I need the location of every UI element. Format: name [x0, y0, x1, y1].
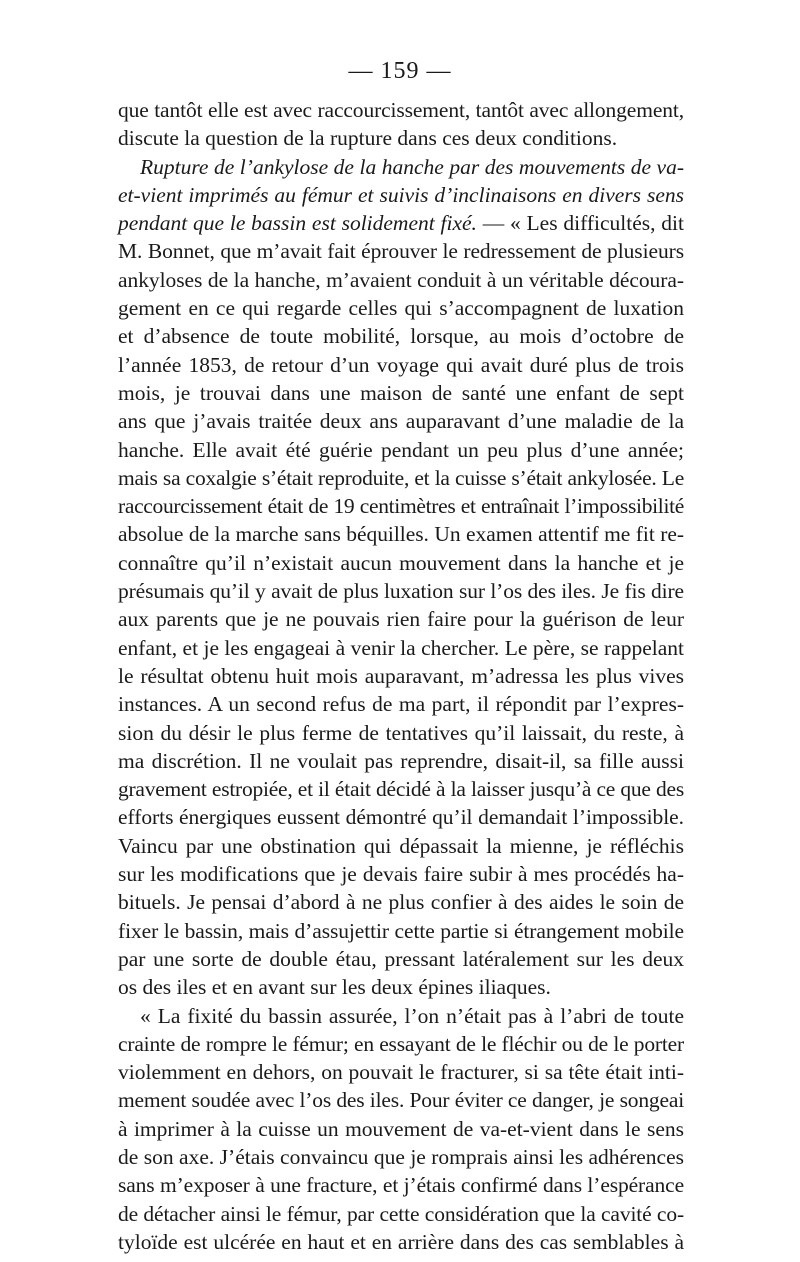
paragraph-0 [118, 96, 684, 153]
text-line: aux parents que je ne pouvais rien faire pour la guérison de leur [118, 607, 684, 632]
text-line: gravement estropiée, et il était décidé à la laisser jusqu’à ce que des [118, 777, 684, 802]
text-line: mais sa coxalgie s’était reproduite, et la cuisse s’était ankylosée. Le [118, 465, 684, 490]
paragraph-2 [118, 1002, 684, 1257]
section-heading-line: et-vient imprimés au fémur et suivis d’inclinaisons en divers sens [118, 182, 684, 207]
text-line: violemment en dehors, on pouvait le fracturer, si sa tête était inti- [118, 1060, 684, 1085]
page-number: — 159 — [348, 58, 452, 84]
body-text [118, 96, 684, 1256]
text-line: mois, je trouvai dans une maison de santé une enfant de sept [118, 380, 684, 405]
paragraph-1 [118, 153, 684, 1002]
text-line: tyloïde est ulcérée en haut et en arrière dans des cas semblables à [118, 1229, 684, 1254]
text-line: mement soudée avec l’os des iles. Pour éviter ce danger, je songeai [118, 1088, 684, 1113]
text-line: hanche. Elle avait été guérie pendant un peu plus d’une année; [118, 437, 684, 462]
text-line: par une sorte de double étau, pressant latéralement sur les deux [118, 946, 684, 971]
text-line: « La fixité du bassin assurée, l’on n’était pas à l’abri de toute [140, 1003, 684, 1028]
text-line: sans m’exposer à une fracture, et j’étais confirmé dans l’espérance [118, 1173, 684, 1198]
text-line: bituels. Je pensai d’abord à ne plus confier à des aides le soin de [118, 890, 684, 915]
text-line: gement en ce qui regarde celles qui s’accompagnent de luxation [118, 296, 684, 321]
quote-start: — « Les difficultés, dit [482, 211, 684, 236]
text-line: de son axe. J’étais convaincu que je romprais ainsi les adhérences [118, 1144, 684, 1169]
text-line: ankyloses de la hanche, m’avaient conduit à un véritable découra- [118, 267, 684, 292]
text-line: et d’absence de toute mobilité, lorsque, au mois d’octobre de [118, 324, 684, 349]
text-line: ma discrétion. Il ne voulait pas reprendre, disait-il, sa fille aussi [118, 748, 684, 773]
section-heading-end: pendant que le bassin est solidement fixé. [118, 211, 477, 236]
text-line: que tantôt elle est avec raccourcissement, tantôt avec allongement, [118, 98, 684, 122]
text-line: os des iles et en avant sur les deux épines iliaques. [118, 975, 551, 1000]
text-line: sion du désir le plus ferme de tentatives qu’il laissait, du reste, à [118, 720, 684, 745]
text-line: raccourcissement était de 19 centimètres et entraînait l’impossibilité [118, 494, 684, 519]
text-line: absolue de la marche sans béquilles. Un examen attentif me fit re- [118, 522, 684, 547]
text-line: crainte de rompre le fémur; en essayant de le fléchir ou de le porter [118, 1031, 684, 1056]
text-line: fixer le bassin, mais d’assujettir cette partie si étrangement mobile [118, 918, 684, 943]
text-line: sur les modifications que je devais faire subir à mes procédés ha- [118, 862, 684, 887]
text-line: discute la question de la rupture dans ces deux conditions. [118, 126, 618, 151]
text-line: l’année 1853, de retour d’un voyage qui avait duré plus de trois [118, 352, 684, 377]
text-line: instances. A un second refus de ma part, il répondit par l’expres- [118, 692, 684, 717]
text-line: le résultat obtenu huit mois auparavant, m’adressa les plus vives [118, 663, 684, 688]
text-line [118, 209, 684, 237]
text-line: M. Bonnet, que m’avait fait éprouver le redressement de plusieurs [118, 239, 684, 264]
text-line: à imprimer à la cuisse un mouvement de va-et-vient dans le sens [118, 1116, 684, 1141]
text-line: de détacher ainsi le fémur, par cette considération que la cavité co- [118, 1201, 684, 1226]
text-line: efforts énergiques eussent démontré qu’il demandait l’impossible. [118, 805, 684, 830]
text-line: présumais qu’il y avait de plus luxation sur l’os des iles. Je fis dire [118, 579, 684, 604]
text-line: Vaincu par une obstination qui dépassait la mienne, je réfléchis [118, 833, 684, 858]
section-heading-line: Rupture de l’ankylose de la hanche par des mouvements de va- [140, 154, 684, 179]
text-line: connaître qu’il n’existait aucun mouvement dans la hanche et je [118, 550, 684, 575]
text-line: enfant, et je les engageai à venir la chercher. Le père, se rappelant [118, 635, 684, 660]
text-line: ans que j’avais traitée deux ans auparavant d’une maladie de la [118, 409, 684, 434]
